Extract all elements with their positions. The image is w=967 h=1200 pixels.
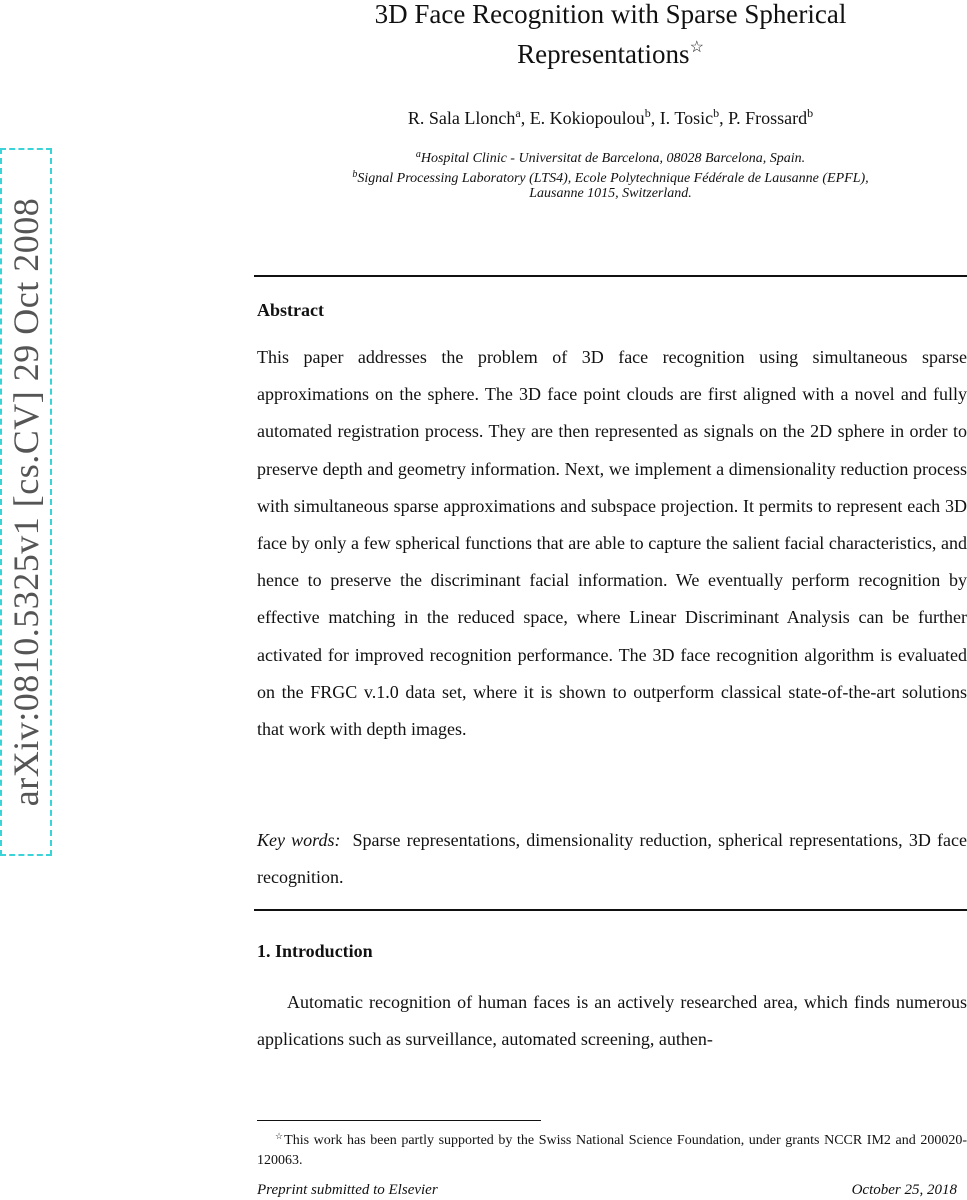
- footnote-mark: ☆: [275, 1131, 285, 1141]
- author-separator: ,: [520, 108, 530, 128]
- affiliation-text: Hospital Clinic - Universitat de Barcelona, 08028 Barcelona, Spain.: [420, 151, 806, 166]
- abstract-top-rule: [254, 275, 967, 277]
- footer-date: October 25, 2018: [851, 1182, 957, 1198]
- abstract-bottom-rule: [254, 909, 967, 911]
- author: E. Kokiopoulou: [529, 108, 645, 128]
- author-separator: ,: [719, 108, 729, 128]
- author: I. Tosic: [659, 108, 714, 128]
- abstract-heading: Abstract: [257, 300, 324, 320]
- keywords: [257, 822, 967, 896]
- paper-title-line-1: 3D Face Recognition with Sparse Spherical: [374, 0, 847, 29]
- footnote-rule: [257, 1120, 541, 1121]
- paper-title-line-2: [254, 30, 967, 72]
- title-footnote-mark: ☆: [689, 39, 704, 56]
- affiliation-mark: b: [352, 169, 358, 180]
- paper-title-text: Representations: [517, 39, 690, 69]
- introduction-heading: 1. Introduction: [257, 941, 373, 961]
- author-list: [254, 98, 967, 133]
- affiliation-b-line-2: Lausanne 1015, Switzerland.: [529, 186, 692, 201]
- introduction-text: Automatic recognition of human faces is an actively researched area, which finds numerous applications such as surveillance, automated screening, authen-: [257, 992, 967, 1050]
- abstract-text: This paper addresses the problem of 3D face recognition using simultaneous sparse approximations on the sphere. The 3D face point clouds are first aligned with a novel and fully automated registration process. They are then represented as signals on the 2D sphere in order to preserve depth and geometry information. Next, we implement a dimensionality reduction process with simultaneous sparse approximations and subspace projection. It permits to represent each 3D face by only a few spherical functions that are able to capture the salient facial characteristics, and hence to preserve the discriminant facial information. We eventually perform recognition by effective matching in the reduced space, where Linear Discriminant Analysis can be further activated for improved recognition performance. The 3D face recognition algorithm is evaluated on the FRGC v.1.0 data set, where it is shown to outperform classical state-of-the-art solutions that work with depth images.: [257, 347, 967, 740]
- author-affil-mark: b: [644, 106, 651, 120]
- affiliation-text: Signal Processing Laboratory (LTS4), Ecole Polytechnique Fédérale de Lausanne (EPFL),: [357, 171, 869, 186]
- author-affil-mark: b: [807, 106, 814, 120]
- author: R. Sala Llonch: [407, 108, 516, 128]
- author-affil-mark: a: [515, 106, 521, 120]
- footnote-text: This work has been partly supported by the Swiss National Science Foundation, under grants NCCR IM2 and 200020-120063.: [257, 1133, 967, 1168]
- arxiv-stamp: arXiv:0810.5325v1 [cs.CV] 29 Oct 2008: [6, 197, 46, 807]
- author: P. Frossard: [728, 108, 808, 128]
- footer-left: Preprint submitted to Elsevier: [257, 1182, 438, 1198]
- affiliation-mark: a: [415, 149, 421, 160]
- keywords-text: Sparse representations, dimensionality reduction, spherical representations, 3D face recognition.: [257, 830, 967, 888]
- footnote: [257, 1126, 967, 1171]
- author-affil-mark: b: [713, 106, 720, 120]
- keywords-label: Key words:: [257, 830, 341, 850]
- author-separator: ,: [650, 108, 660, 128]
